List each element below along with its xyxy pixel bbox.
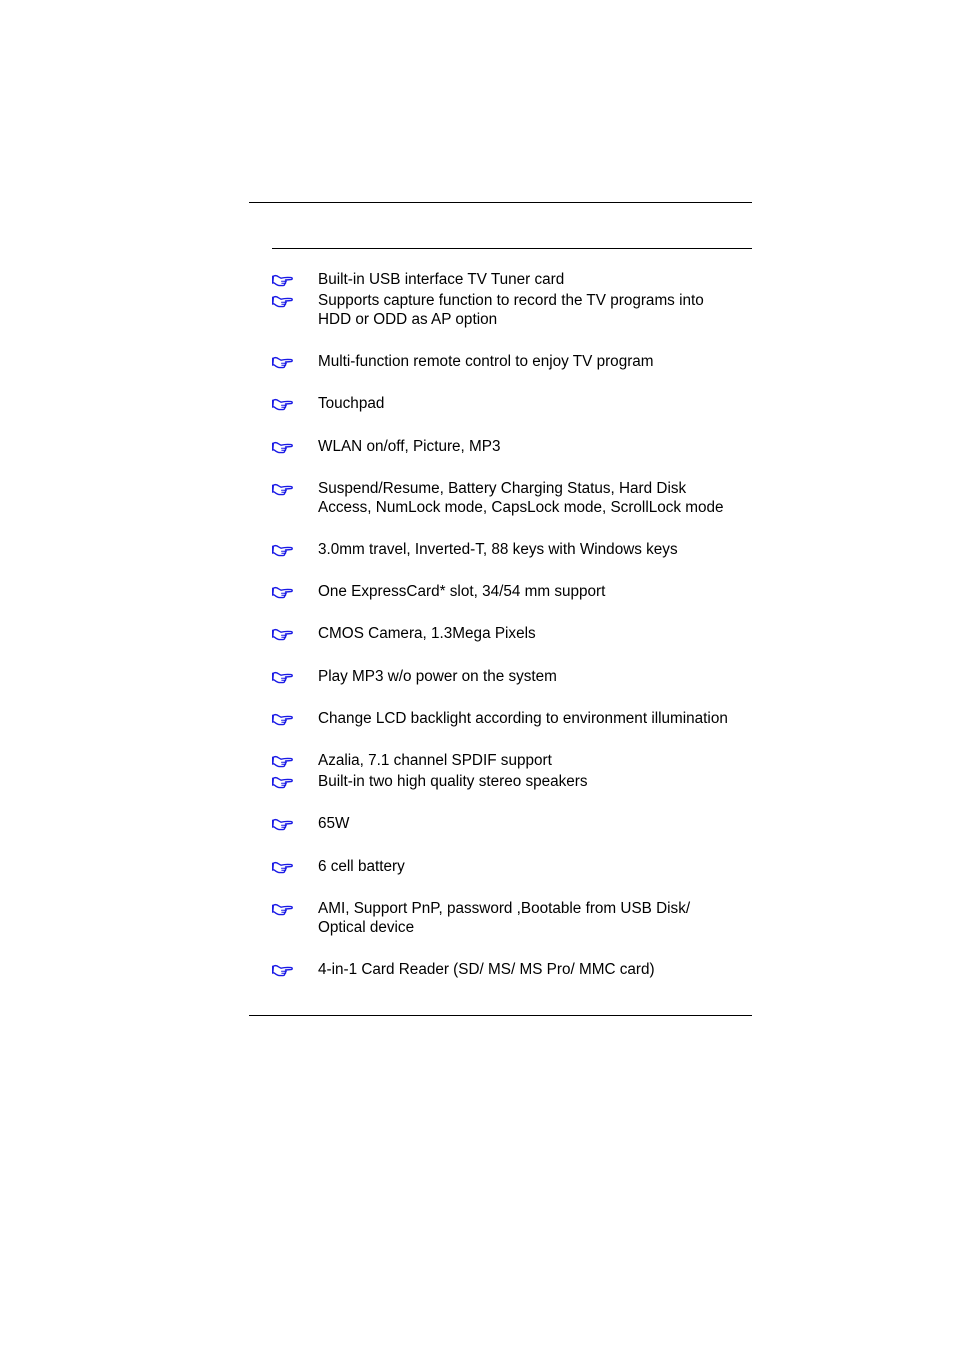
pointing-hand-icon <box>272 712 294 726</box>
list-item-text: Play MP3 w/o power on the system <box>318 668 557 685</box>
list-item-text: 65W <box>318 815 350 832</box>
pointing-hand-icon <box>272 397 294 411</box>
list-item-text: AMI, Support PnP, password ,Bootable from USB Disk/ Optical device <box>318 900 691 936</box>
pointing-hand-icon <box>272 543 294 557</box>
list-item-text: Multi-function remote control to enjoy TV program <box>318 353 654 370</box>
list-item-text: Built-in USB interface TV Tuner card <box>318 271 565 288</box>
list-item-text: Touchpad <box>318 395 385 412</box>
list-item-text: 4-in-1 Card Reader (SD/ MS/ MS Pro/ MMC card) <box>318 961 655 978</box>
pointing-hand-icon <box>272 440 294 454</box>
pointing-hand-icon <box>272 817 294 831</box>
list-item-text: One ExpressCard* slot, 34/54 mm support <box>318 583 606 600</box>
list-item-text: Change LCD backlight according to environment illumination <box>318 710 728 727</box>
pointing-hand-icon <box>272 355 294 369</box>
list-item-text: CMOS Camera, 1.3Mega Pixels <box>318 625 536 642</box>
pointing-hand-icon <box>272 775 294 789</box>
bottom-rule <box>249 1015 752 1016</box>
pointing-hand-icon <box>272 294 294 308</box>
pointing-hand-icon <box>272 482 294 496</box>
pointing-hand-icon <box>272 860 294 874</box>
section-rule <box>272 248 752 249</box>
list-item-text: Suspend/Resume, Battery Charging Status, Hard Disk Access, NumLock mode, CapsLock mode, ScrollLock mode <box>318 480 724 516</box>
pointing-hand-icon <box>272 273 294 287</box>
pointing-hand-icon <box>272 627 294 641</box>
list-item-text: Supports capture function to record the TV programs into HDD or ODD as AP option <box>318 292 704 328</box>
top-rule <box>249 202 752 203</box>
list-item-text: WLAN on/off, Picture, MP3 <box>318 438 501 455</box>
pointing-hand-icon <box>272 754 294 768</box>
pointing-hand-icon <box>272 670 294 684</box>
list-item-text: 6 cell battery <box>318 858 405 875</box>
pointing-hand-icon <box>272 902 294 916</box>
list-item-text: 3.0mm travel, Inverted-T, 88 keys with Windows keys <box>318 541 678 558</box>
pointing-hand-icon <box>272 963 294 977</box>
list-item-text: Built-in two high quality stereo speakers <box>318 773 588 790</box>
pointing-hand-icon <box>272 585 294 599</box>
list-item-text: Azalia, 7.1 channel SPDIF support <box>318 752 552 769</box>
